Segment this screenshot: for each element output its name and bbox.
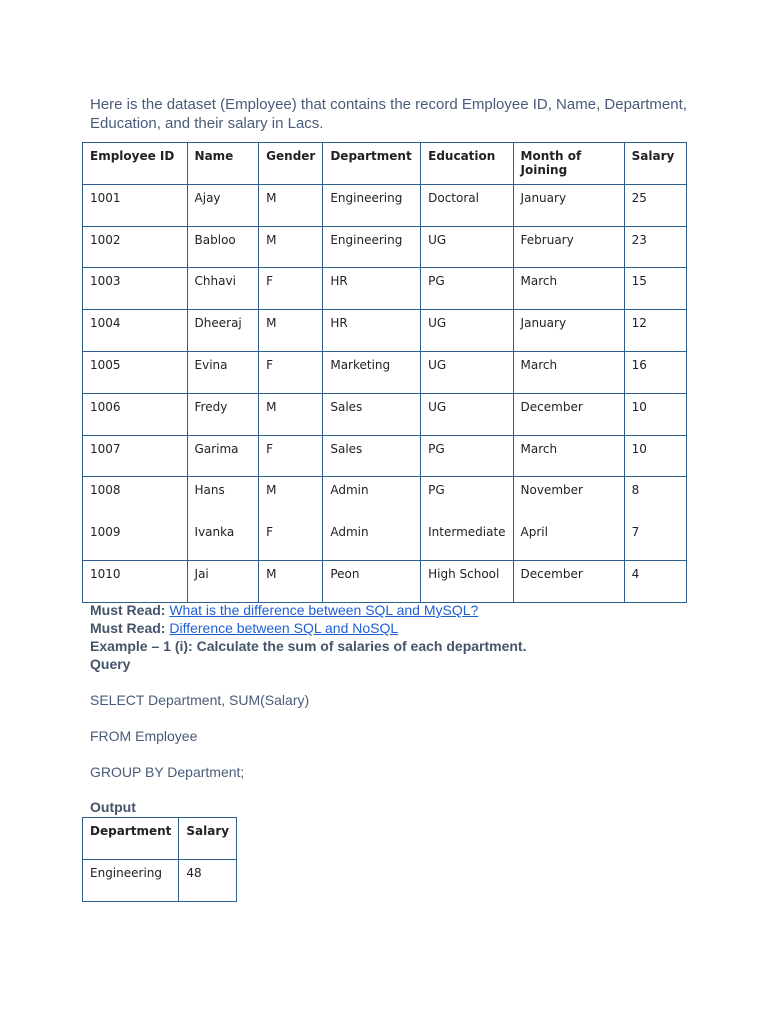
cell: Sales: [323, 393, 421, 435]
cell: March: [513, 435, 624, 477]
cell: 10: [624, 393, 686, 435]
cell: 1002: [83, 226, 188, 268]
header-salary: Salary: [624, 143, 686, 185]
must-read-label: Must Read:: [90, 620, 166, 636]
cell: Chhavi: [187, 268, 259, 310]
cell: Engineering: [323, 226, 421, 268]
cell: HR: [323, 268, 421, 310]
cell: 1008: [83, 477, 188, 519]
must-read-label: Must Read:: [90, 602, 166, 618]
table-row: [83, 435, 687, 477]
query-line-from: FROM Employee: [90, 728, 198, 744]
header-month-of-joining: Month of Joining: [513, 143, 624, 185]
cell: 1001: [83, 184, 188, 226]
intro-paragraph: Here is the dataset (Employee) that contains the record Employee ID, Name, Department, Education, and their salary in Lacs.: [90, 96, 687, 132]
cell: UG: [421, 351, 513, 393]
cell: 12: [624, 310, 686, 352]
cell: Marketing: [323, 351, 421, 393]
cell: Peon: [323, 560, 421, 602]
table-row: [83, 393, 687, 435]
header-department: Department: [83, 818, 179, 860]
cell: March: [513, 351, 624, 393]
cell: January: [513, 310, 624, 352]
query-line-group-by: GROUP BY Department;: [90, 764, 245, 780]
must-read-line-1: [90, 601, 526, 619]
cell: Dheeraj: [187, 310, 259, 352]
header-department: Department: [323, 143, 421, 185]
query-label: Query: [90, 656, 131, 672]
cell: Fredy: [187, 393, 259, 435]
cell: 1007: [83, 435, 188, 477]
cell: 15: [624, 268, 686, 310]
cell: 4: [624, 560, 686, 602]
header-gender: Gender: [259, 143, 323, 185]
cell: December: [513, 560, 624, 602]
cell: Engineering: [83, 860, 179, 902]
table-row: [83, 310, 687, 352]
cell: Jai: [187, 560, 259, 602]
table-row: [83, 560, 687, 602]
cell: December: [513, 393, 624, 435]
cell: 23: [624, 226, 686, 268]
cell: 25: [624, 184, 686, 226]
cell: M: [259, 477, 323, 519]
cell: Garima: [187, 435, 259, 477]
header-name: Name: [187, 143, 259, 185]
cell: January: [513, 184, 624, 226]
cell: 1004: [83, 310, 188, 352]
cell: Ivanka: [187, 519, 259, 561]
cell: Hans: [187, 477, 259, 519]
query-line-select: SELECT Department, SUM(Salary): [90, 692, 310, 708]
cell: Ajay: [187, 184, 259, 226]
cell: 8: [624, 477, 686, 519]
cell: F: [259, 268, 323, 310]
table-row: [83, 860, 237, 902]
cell: F: [259, 351, 323, 393]
cell: M: [259, 184, 323, 226]
cell: Admin: [323, 477, 421, 519]
table-row: [83, 519, 687, 561]
cell: M: [259, 560, 323, 602]
table-header-row: [83, 143, 687, 185]
cell: M: [259, 226, 323, 268]
cell: Intermediate: [421, 519, 513, 561]
table-row: [83, 268, 687, 310]
sql-vs-mysql-link[interactable]: What is the difference between SQL and MySQL?: [169, 602, 479, 618]
table-row: [83, 477, 687, 519]
must-read-block: [90, 601, 526, 673]
cell: Sales: [323, 435, 421, 477]
output-table: [82, 817, 237, 902]
cell: 1009: [83, 519, 188, 561]
cell: Engineering: [323, 184, 421, 226]
cell: HR: [323, 310, 421, 352]
sql-vs-nosql-link[interactable]: Difference between SQL and NoSQL: [169, 620, 399, 636]
table-row: [83, 184, 687, 226]
cell: March: [513, 268, 624, 310]
example-heading: Example – 1 (i): Calculate the sum of salaries of each department.: [90, 638, 527, 654]
cell: April: [513, 519, 624, 561]
header-education: Education: [421, 143, 513, 185]
cell: UG: [421, 393, 513, 435]
cell: F: [259, 435, 323, 477]
table-header-row: [83, 818, 237, 860]
cell: 1003: [83, 268, 188, 310]
cell: November: [513, 477, 624, 519]
header-employee-id: Employee ID: [83, 143, 188, 185]
cell: 1005: [83, 351, 188, 393]
cell: Babloo: [187, 226, 259, 268]
table-row: [83, 351, 687, 393]
cell: 48: [179, 860, 237, 902]
cell: F: [259, 519, 323, 561]
cell: UG: [421, 310, 513, 352]
cell: Admin: [323, 519, 421, 561]
table-row: [83, 226, 687, 268]
cell: 1006: [83, 393, 188, 435]
employee-table: [82, 142, 687, 603]
header-salary: Salary: [179, 818, 237, 860]
cell: PG: [421, 268, 513, 310]
cell: February: [513, 226, 624, 268]
cell: 7: [624, 519, 686, 561]
cell: Doctoral: [421, 184, 513, 226]
cell: M: [259, 393, 323, 435]
cell: 1010: [83, 560, 188, 602]
cell: PG: [421, 477, 513, 519]
cell: M: [259, 310, 323, 352]
output-label: Output: [90, 799, 136, 815]
cell: Evina: [187, 351, 259, 393]
cell: UG: [421, 226, 513, 268]
must-read-line-2: [90, 619, 526, 637]
cell: 10: [624, 435, 686, 477]
cell: 16: [624, 351, 686, 393]
cell: PG: [421, 435, 513, 477]
cell: High School: [421, 560, 513, 602]
